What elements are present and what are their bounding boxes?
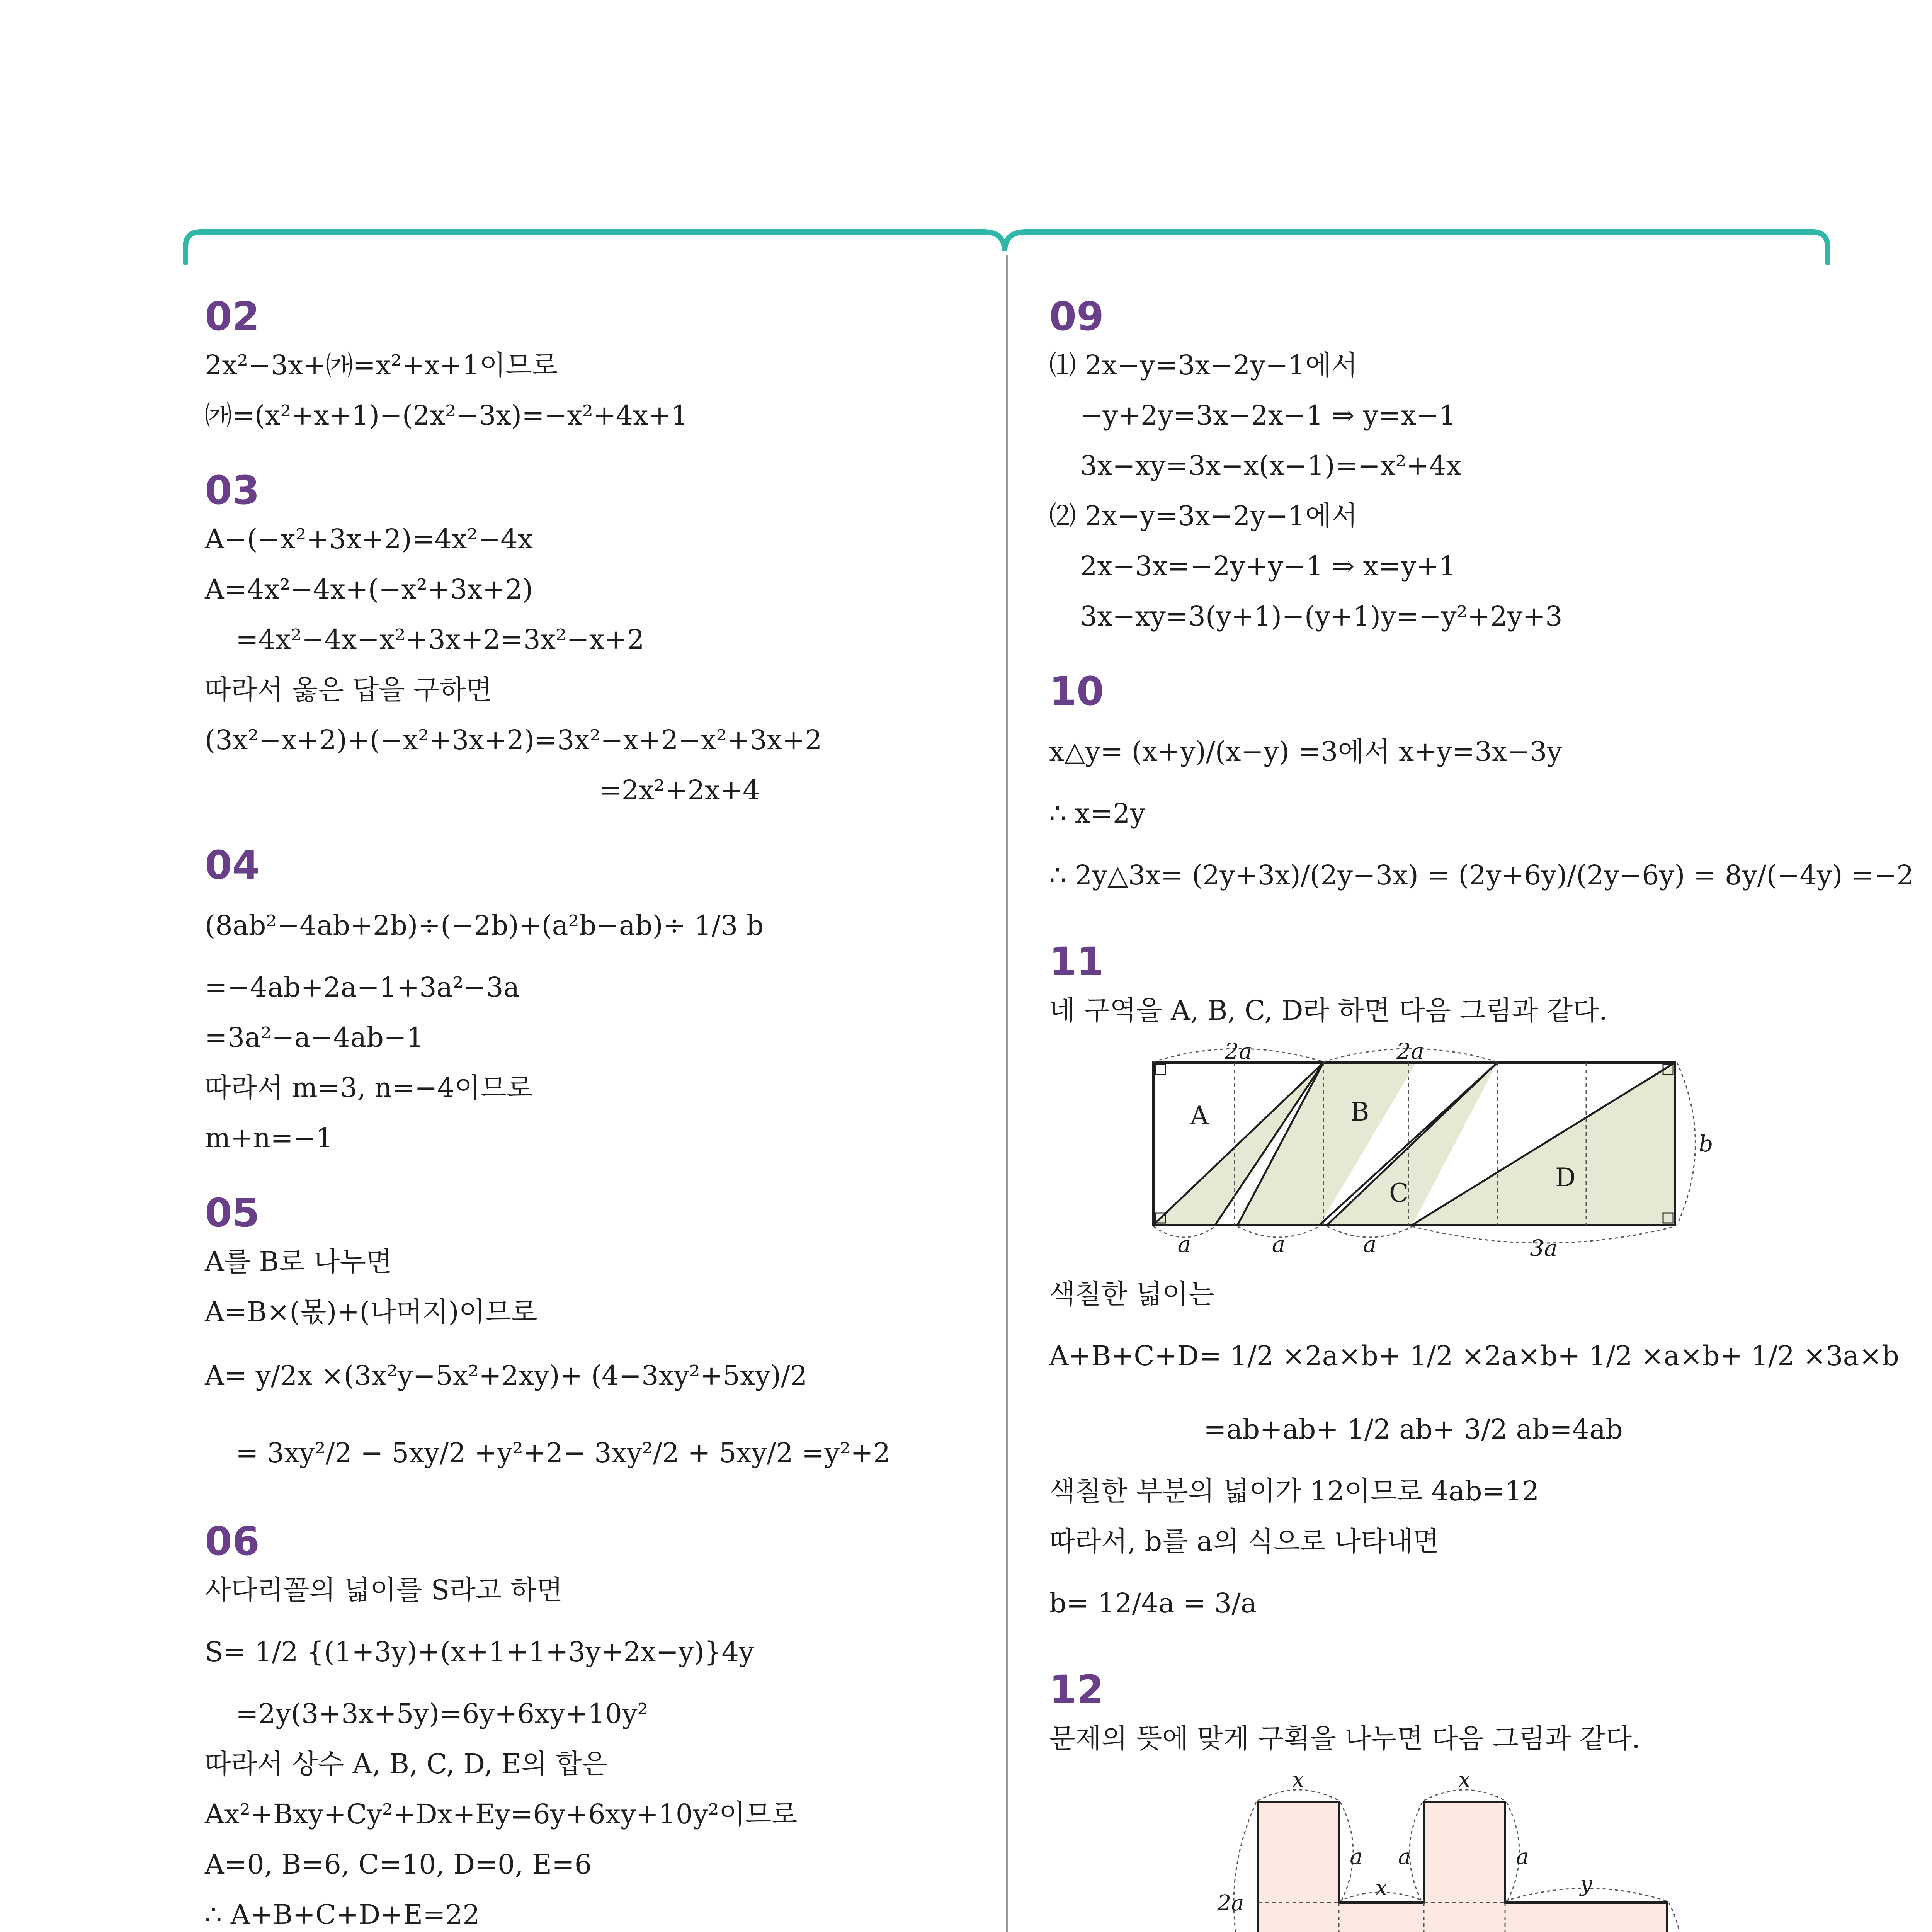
solution-line: 따라서, b를 a의 식으로 나타내면 (1049, 1526, 1439, 1557)
solution-line: =4x²−4x−x²+3x+2=3x²−x+2 (236, 624, 645, 655)
problem-number: 02 (205, 294, 260, 340)
solution-line: Ax²+Bxy+Cy²+Dx+Ey=6y+6xy+10y²이므로 (205, 1798, 798, 1830)
region-label: D (1555, 1163, 1576, 1192)
dimension-label: a (1363, 1231, 1377, 1257)
regions-diagram (1049, 1043, 1841, 1260)
dimension-label: a (1177, 1231, 1191, 1257)
solution-line: A= y/2x ×(3x²y−5x²+2xy)+ (4−3xy²+5xy)/2 (205, 1360, 808, 1391)
solution-line: (3x²−x+2)+(−x²+3x+2)=3x²−x+2−x²+3x+2 (205, 724, 822, 756)
region-label: B (1350, 1097, 1369, 1127)
problem-number: 06 (205, 1519, 260, 1565)
solution-line: A=4x²−4x+(−x²+3x+2) (205, 573, 533, 605)
dimension-label: a (1350, 1844, 1363, 1869)
perimeter-diagram (1049, 1771, 1841, 1932)
dimension-label: x (1375, 1875, 1388, 1900)
dimension-label: 2a (1217, 1891, 1244, 1916)
solution-line: x△y= (x+y)/(x−y) =3에서 x+y=3x−3y (1049, 736, 1562, 767)
solution-line: S= 1/2 {(1+3y)+(x+1+1+3y+2x−y)}4y (205, 1636, 754, 1668)
solution-line: A+B+C+D= 1/2 ×2a×b+ 1/2 ×2a×b+ 1/2 ×a×b+ 1/2 ×3a×b (1049, 1340, 1899, 1372)
dimension-label: 2a (1396, 1043, 1424, 1064)
solution-line: 3x−xy=3x−x(x−1)=−x²+4x (1080, 450, 1462, 481)
solution-line: 사다리꼴의 넓이를 S라고 하면 (205, 1574, 563, 1606)
figure-perimeter (1049, 1771, 1841, 1932)
problem-number: 11 (1049, 939, 1104, 985)
solution-line: 색칠한 넓이는 (1049, 1278, 1214, 1310)
dimension-label: a (1516, 1844, 1529, 1869)
solution-line: A를 B로 나누면 (205, 1246, 392, 1277)
right-column (1049, 294, 1914, 1932)
solution-line: =ab+ab+ 1/2 ab+ 3/2 ab=4ab (1204, 1413, 1623, 1445)
solution-line: ㈎=(x²+x+1)−(2x²−3x)=−x²+4x+1 (205, 400, 688, 431)
dimension-label: a (1272, 1231, 1286, 1257)
solution-line: 색칠한 부분의 넓이가 12이므로 4ab=12 (1049, 1475, 1539, 1507)
solution-line: m+n=−1 (205, 1122, 333, 1154)
solution-line: ⑴ 2x−y=3x−2y−1에서 (1049, 349, 1358, 381)
solution-line: (8ab²−4ab+2b)÷(−2b)+(a²b−ab)÷ 1/3 b (205, 910, 764, 941)
figure-regions-abcd (1049, 1043, 1841, 1261)
solution-line: A=B×(몫)+(나머지)이므로 (205, 1296, 537, 1328)
solution-line: =2x²+2x+4 (599, 774, 760, 806)
solution-line: =3a²−a−4ab−1 (205, 1022, 424, 1053)
solution-line: ∴ A+B+C+D+E=22 (205, 1899, 480, 1930)
problem-number: 09 (1049, 294, 1104, 340)
solution-line: 2x²−3x+㈎=x²+x+1이므로 (205, 349, 558, 381)
solution-line: 2x−3x=−2y+y−1 ⇒ x=y+1 (1080, 550, 1456, 582)
problem-number: 05 (205, 1190, 260, 1236)
solution-line: ⑵ 2x−y=3x−2y−1에서 (1049, 500, 1358, 532)
solution-line: =−4ab+2a−1+3a²−3a (205, 971, 520, 1003)
dimension-label: 2a (1225, 1043, 1252, 1064)
solution-line: ∴ x=2y (1049, 798, 1145, 829)
solution-line: ∴ 2y△3x= (2y+3x)/(2y−3x) = (2y+6y)/(2y−6y) = 8y/(−4y) =−2 (1049, 859, 1914, 891)
problem-number: 12 (1049, 1667, 1104, 1713)
column-divider (1006, 255, 1008, 1932)
solution-line: −y+2y=3x−2x−1 ⇒ y=x−1 (1080, 400, 1456, 431)
dimension-label: x (1458, 1771, 1471, 1792)
solution-line: = 3xy²/2 − 5xy/2 +y²+2− 3xy²/2 + 5xy/2 =y²+2 (236, 1437, 891, 1469)
solution-line: A−(−x²+3x+2)=4x²−4x (205, 523, 533, 555)
problem-number: 04 (205, 842, 260, 888)
problem-number: 03 (205, 468, 260, 514)
solution-line: 따라서 상수 A, B, C, D, E의 합은 (205, 1748, 608, 1780)
dimension-label: b (1699, 1131, 1713, 1157)
solution-line: 따라서 m=3, n=−4이므로 (205, 1072, 533, 1104)
solution-line: 따라서 옳은 답을 구하면 (205, 674, 492, 706)
solution-line: 문제의 뜻에 맞게 구획을 나누면 다음 그림과 같다. (1049, 1723, 1641, 1754)
solution-line: =2y(3+3x+5y)=6y+6xy+10y² (236, 1698, 648, 1730)
solution-line: b= 12/4a = 3/a (1049, 1587, 1257, 1619)
dimension-label: a (1398, 1844, 1411, 1869)
dimension-label: y (1580, 1871, 1592, 1896)
solution-line: 네 구역을 A, B, C, D라 하면 다음 그림과 같다. (1049, 995, 1608, 1026)
problem-number: 10 (1049, 668, 1104, 714)
dimension-label: x (1292, 1771, 1304, 1792)
region-label: C (1389, 1178, 1409, 1208)
dimension-label: 3a (1530, 1235, 1558, 1260)
solution-line: 3x−xy=3(y+1)−(y+1)y=−y²+2y+3 (1080, 600, 1563, 632)
region-label: A (1190, 1101, 1209, 1131)
header-bracket-decoration (0, 0, 1932, 278)
solution-line: A=0, B=6, C=10, D=0, E=6 (205, 1849, 592, 1880)
left-column (205, 294, 989, 1932)
